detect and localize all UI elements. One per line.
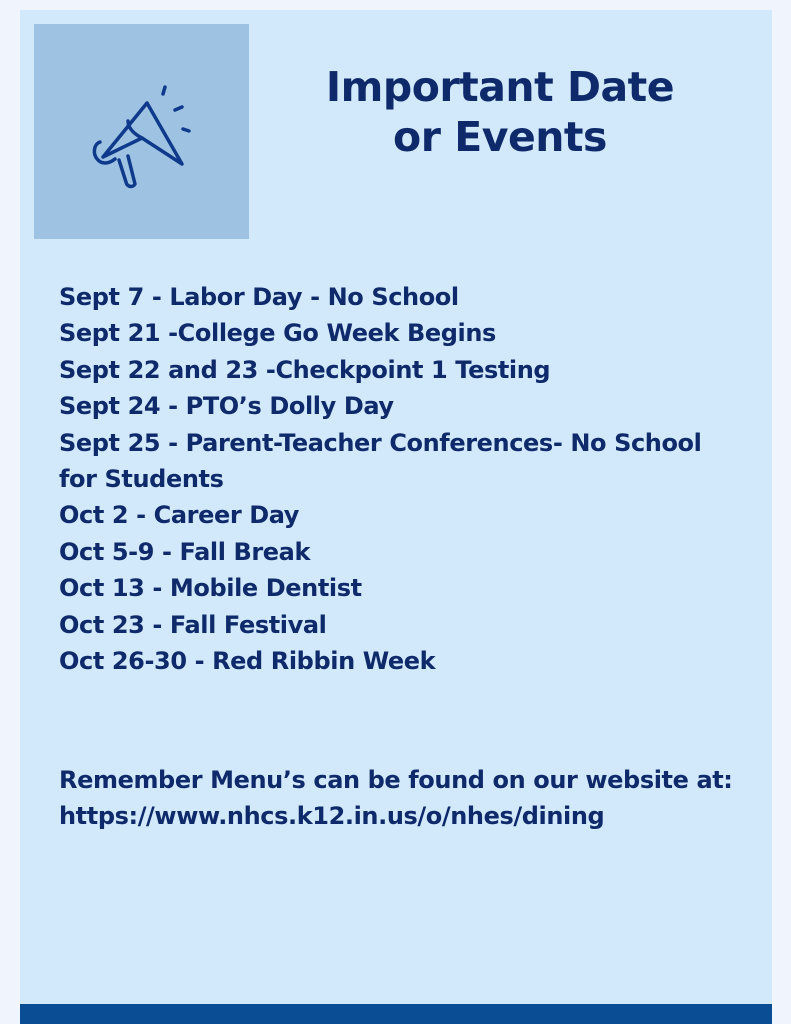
events-list	[59, 279, 739, 679]
event-item: Sept 7 - Labor Day - No School	[59, 283, 459, 311]
reminder-text: Remember Menu’s can be found on our website at:	[59, 766, 733, 794]
event-item: Oct 5-9 - Fall Break	[59, 537, 311, 566]
event-item: Sept 21 -College Go Week Begins	[59, 319, 496, 348]
event-item: Oct 23 - Fall Festival	[59, 610, 327, 639]
event-item: Sept 22 and 23 -Checkpoint 1 Testing	[59, 355, 551, 384]
bottom-bar	[20, 1004, 772, 1024]
title-line-1: Important Date	[325, 63, 675, 111]
title-line-2: or Events	[393, 113, 607, 161]
page-title	[290, 62, 710, 162]
event-item: Oct 13 - Mobile Dentist	[59, 574, 362, 603]
megaphone-icon	[82, 74, 202, 194]
event-flyer	[20, 10, 772, 1024]
event-item: Sept 24 - PTO’s Dolly Day	[59, 392, 394, 421]
event-item: Oct 26-30 - Red Ribbin Week	[59, 647, 436, 676]
menu-reminder	[59, 762, 739, 834]
event-item: Sept 25 - Parent-Teacher Conferences- No School for Students	[59, 428, 702, 494]
event-item: Oct 2 - Career Day	[59, 501, 300, 530]
dining-website-link[interactable]: https://www.nhcs.k12.in.us/o/nhes/dining	[59, 802, 605, 830]
icon-box	[34, 24, 249, 239]
